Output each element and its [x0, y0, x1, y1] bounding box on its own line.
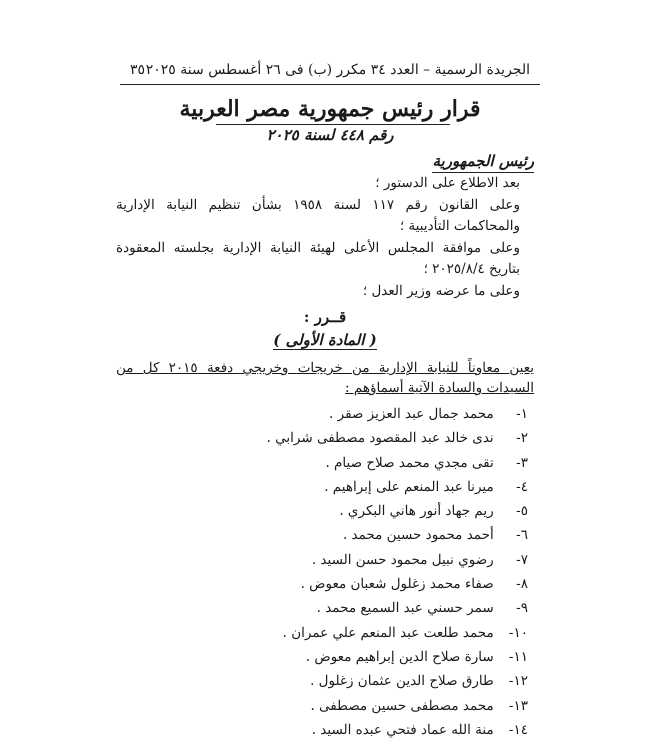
list-item [116, 475, 534, 499]
person-name: تقى مجدي محمد صلاح صيام . [325, 454, 494, 471]
item-number: ١٤- [508, 721, 528, 738]
person-name: طارق صلاح الدين عثمان زغلول . [310, 673, 494, 690]
person-name: سمر حسني عبد السميع محمد . [316, 600, 494, 617]
item-number: ١٠- [508, 624, 528, 641]
article-heading [116, 328, 534, 352]
list-item [116, 572, 534, 596]
item-number: ٦- [516, 527, 528, 544]
preamble-line: وعلى موافقة المجلس الأعلى لهيئة النيابة الإدارية بجلسته المعقودة بتاريخ ٢٠٢٥/٨/٤ ؛ [116, 239, 520, 277]
item-number: ٥- [516, 503, 528, 520]
page-number: ٣٥ [130, 62, 146, 78]
list-item [116, 499, 534, 523]
item-number: ١- [516, 406, 528, 422]
preamble-line: وعلى ما عرضه وزير العدل ؛ [362, 282, 520, 299]
person-name: محمد مصطفى حسين مصطفى . [310, 697, 494, 714]
item-number: ٩- [516, 600, 528, 617]
president-heading: رئيس الجمهورية [432, 150, 534, 173]
item-number: ١٢- [508, 673, 528, 690]
decree-title: قرار رئيس جمهورية مصر العربية [179, 96, 481, 122]
preamble-line: وعلى القانون رقم ١١٧ لسنة ١٩٥٨ بشأن تنظيم النيابة الإدارية والمحاكمات التأديبية ؛ [116, 196, 520, 234]
list-item [116, 451, 534, 475]
title-underline [216, 124, 450, 125]
person-name: محمد طلعت عبد المنعم علي عمران . [282, 624, 494, 641]
item-number: ٢- [516, 430, 528, 447]
item-number: ٨- [516, 576, 528, 593]
article-intro: يعين معاوناً للنيابة الإدارية من خريجات وخريجي دفعة ٢٠١٥ كل من السيدات والسادة الآتية أسماؤهم : [116, 360, 534, 396]
decreed-heading: قــرر : [303, 308, 347, 326]
list-item [116, 548, 534, 572]
list-item [116, 621, 534, 645]
decree-body [116, 150, 534, 742]
person-name: محمد جمال عبد العزيز صقر . [329, 406, 494, 422]
person-name: ريم جهاد أنور هاني البكري . [339, 503, 494, 520]
item-number: ٧- [516, 551, 528, 568]
list-item [116, 718, 534, 742]
person-name: أحمد محمود حسين محمد . [342, 527, 494, 544]
preamble-line: بعد الاطلاع على الدستور ؛ [375, 175, 520, 191]
list-item [116, 645, 534, 669]
person-name: سارة صلاح الدين إبراهيم معوض . [305, 648, 494, 665]
list-item [116, 426, 534, 450]
list-item [116, 523, 534, 547]
names-list [116, 402, 534, 742]
list-item [116, 402, 534, 426]
header-divider [120, 84, 540, 85]
person-name: صفاء محمد زغلول شعبان معوض . [300, 576, 494, 593]
item-number: ١٣- [508, 697, 528, 714]
item-number: ٣- [516, 454, 528, 471]
list-item [116, 596, 534, 620]
item-number: ٤- [516, 478, 528, 495]
person-name: منة الله عماد فتحي عبده السيد . [311, 721, 494, 738]
person-name: ندى خالد عبد المقصود مصطفى شرابي . [266, 430, 494, 447]
list-item [116, 669, 534, 693]
person-name: ميرنا عبد المنعم على إبراهيم . [324, 478, 494, 495]
person-name: رضوي نبيل محمود حسن السيد . [311, 551, 494, 568]
article-heading-text: ( المادة الأولى ) [273, 331, 377, 349]
item-number: ١١- [508, 648, 528, 665]
gazette-issue-line: الجريدة الرسمية – العدد ٣٤ مكرر (ب) فى ٢٦ أغسطس سنة ٢٠٢٥ [145, 62, 530, 78]
list-item [116, 694, 534, 718]
decree-number: رقم ٤٤٨ لسنة ٢٠٢٥ [266, 126, 394, 144]
gazette-header [120, 60, 540, 84]
